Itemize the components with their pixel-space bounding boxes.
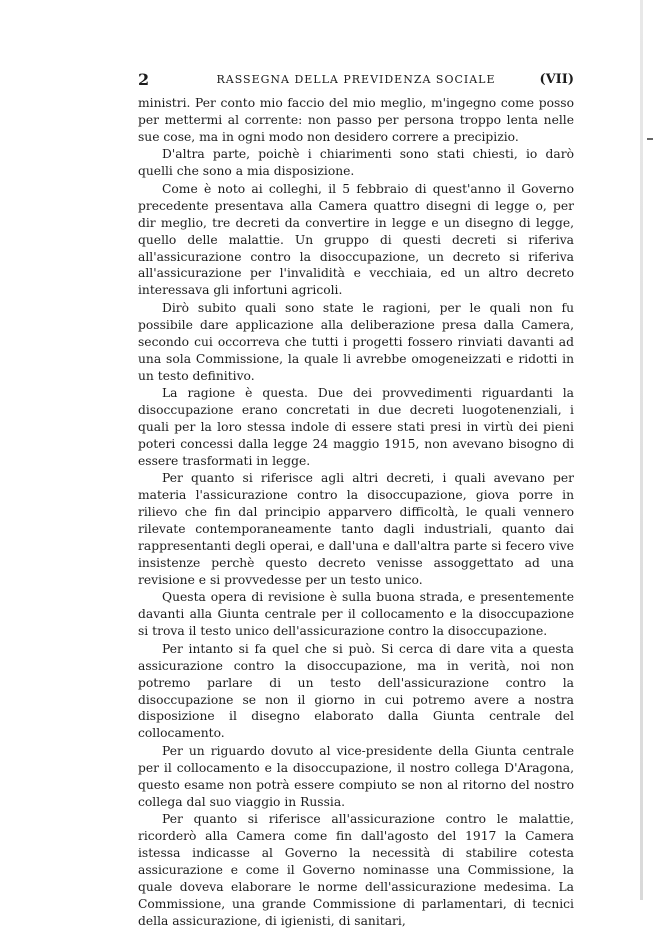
paragraph: Questa opera di revisione è sulla buona strada, e presentemente davanti alla Giunta centrale per il collocamento e la disoccupazione si trova il testo unico dell'assicurazione contro la disoccupazione. (138, 590, 574, 639)
paragraph: La ragione è questa. Due dei provvedimenti riguardanti la disoccupazione erano concretati in due decreti luogotenenziali, i quali per la loro stessa indole di essere stati presi in virtù dei pieni poteri concessi dalla legge 24 maggio 1915, non avevano bisogno di essere trasformati in legge. (138, 386, 574, 468)
paragraph-continued: ministri. Per conto mio faccio del mio meglio, m'ingegno come posso per mettermi al corrente: non passo per persona troppo lenta nelle sue cose, ma in ogni modo non desidero correre a precipizio. (138, 96, 574, 144)
section-number: (VII) (539, 72, 574, 87)
body-text (138, 95, 574, 930)
scan-edge-shadow (640, 0, 643, 900)
scan-mark (647, 138, 653, 140)
paragraph: Per intanto si fa quel che si può. Si cerca di dare vita a questa assicurazione contro la disoccupazione, ma in verità, noi non potremo parlare di un testo dell'assicurazione contro la disoccupazione se non il giorno in cui potremo avere a nostra disposizione il disegno elaborato dalla Giunta centrale del collocamento. (138, 641, 574, 741)
paragraph: Per quanto si riferisce all'assicurazione contro le malattie, ricorderò alla Camera come fin dall'agosto del 1917 la Camera istessa indicasse al Governo la necessità di stabilire cotesta assicurazione e come il Governo nominasse una Commissione, la quale doveva elaborare le norme dell'assicurazione medesima. La Commissione, una grande Commissione di parlamentari, di tecnici della assicurazione, di igienisti, di sanitari, (138, 812, 574, 928)
page-header (138, 70, 574, 90)
paragraph: Come è noto ai colleghi, il 5 febbraio di quest'anno il Governo precedente presentava alla Camera quattro disegni di legge o, per dir meglio, tre decreti da convertire in legge e un disegno di legge, quello delle malattie. Un gruppo di questi decreti si riferiva all'assicurazione contro la disoccupazione, un decreto si riferiva all'assicurazione per l'invalidità e vecchiaia, ed un altro decreto interessava gli infortuni agricoli. (138, 181, 574, 298)
paragraph: Dirò subito quali sono state le ragioni, per le quali non fu possibile dare applicazione alla deliberazione presa dalla Camera, secondo cui occorreva che tutti i progetti fossero rinviati davanti ad una sola Commissione, la quale li avrebbe omogeneizzati e ridotti in un testo definitivo. (138, 300, 574, 383)
paragraph: Per un riguardo dovuto al vice-presidente della Giunta centrale per il collocamento e la disoccupazione, il nostro collega D'Aragona, questo esame non potrà essere compiuto se non al ritorno del nostro collega dal suo viaggio in Russia. (138, 743, 574, 809)
paragraph: Per quanto si riferisce agli altri decreti, i quali avevano per materia l'assicurazione contro la disoccupazione, giova porre in rilievo che fin dal principio apparvero difficoltà, le quali vennero rilevate contemporaneamente tanto dagli industriali, quanto dai rappresentanti degli operai, e dall'una e dall'altra parte si fecero vive insistenze perchè questo decreto venisse assoggettato ad una revisione e si provvedesse per un testo unico. (138, 471, 574, 587)
running-title: RASSEGNA DELLA PREVIDENZA SOCIALE (216, 73, 496, 86)
paragraph: D'altra parte, poichè i chiarimenti sono stati chiesti, io darò quelli che sono a mia disposizione. (138, 147, 574, 179)
page-number: 2 (138, 70, 150, 89)
